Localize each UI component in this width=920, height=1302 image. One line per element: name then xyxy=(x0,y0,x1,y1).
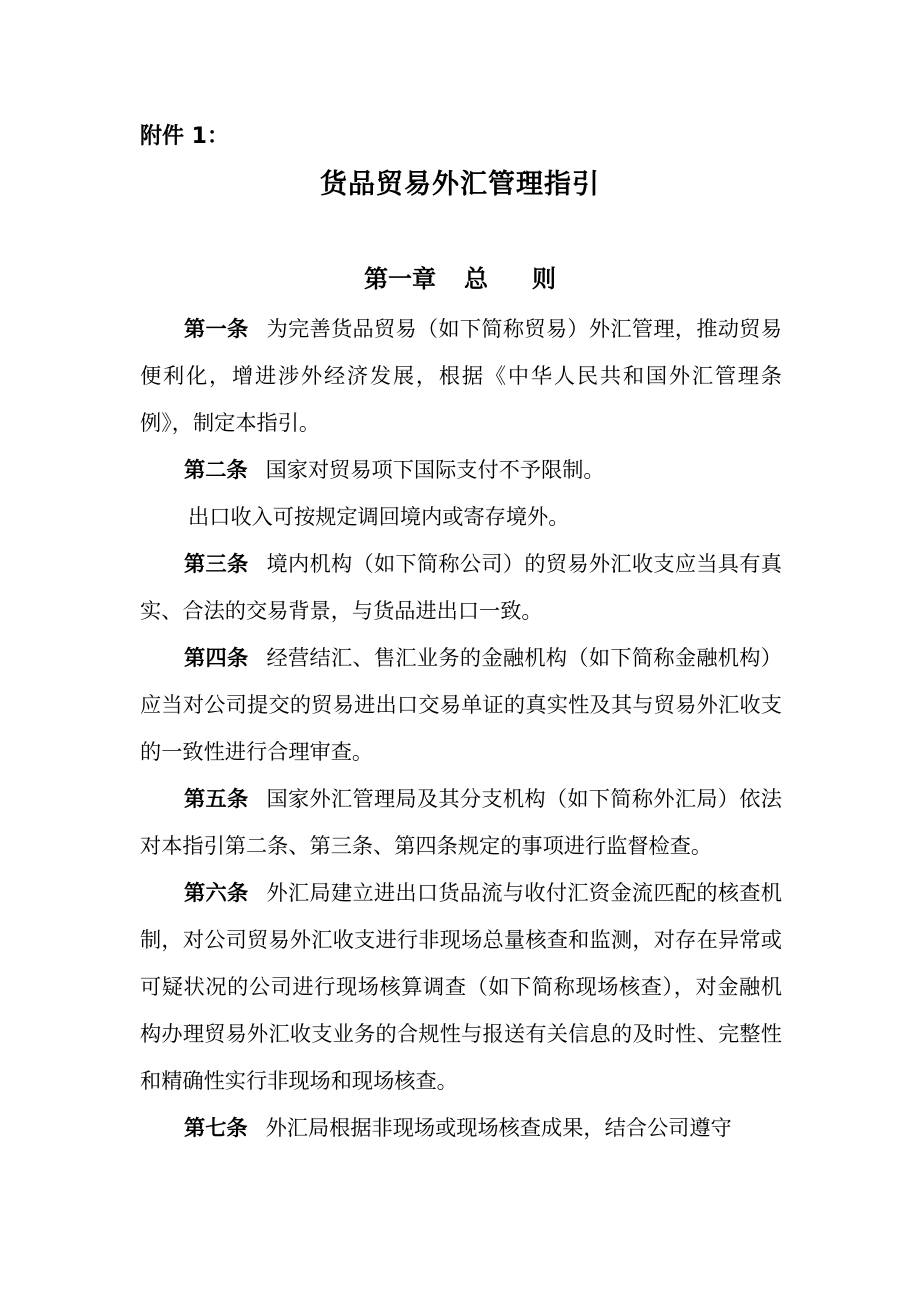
chapter-name-part-2: 则 xyxy=(532,265,556,293)
article-number: 第五条 xyxy=(184,786,249,811)
chapter-number: 第一章 xyxy=(364,265,436,293)
document-body xyxy=(140,305,782,1151)
article-number: 第一条 xyxy=(184,316,249,341)
article-text: 国家对贸易项下国际支付不予限制。 xyxy=(265,457,605,482)
attachment-label: 附件 1： xyxy=(140,124,229,149)
article-number: 第二条 xyxy=(184,457,248,482)
article-5 xyxy=(140,775,782,869)
article-3 xyxy=(140,540,782,634)
article-text: 为完善货品贸易（如下简称贸易）外汇管理，推动贸易便利化，增进涉外经济发展，根据《中华人民共和国外汇管理条例》，制定本指引。 xyxy=(140,316,782,435)
article-text: 外汇局建立进出口货品流与收付汇资金流匹配的核查机制，对公司贸易外汇收支进行非现场总量核查和监测，对存在异常或可疑状况的公司进行现场核算调查（如下简称现场核查），对金融机构办理贸易外汇收支业务的合规性与报送有关信息的及时性、完整性和精确性实行非现场和现场核查。 xyxy=(140,880,782,1093)
article-number: 第七条 xyxy=(184,1115,248,1140)
article-text: 国家外汇管理局及其分支机构（如下简称外汇局）依法对本指引第二条、第三条、第四条规定的事项进行监督检查。 xyxy=(140,786,782,858)
article-text: 外汇局根据非现场或现场核查成果，结合公司遵守 xyxy=(265,1115,732,1140)
article-7 xyxy=(140,1104,782,1151)
document-title: 货品贸易外汇管理指引 xyxy=(320,169,600,200)
article-4 xyxy=(140,634,782,775)
article-2 xyxy=(140,446,782,493)
article-6 xyxy=(140,869,782,1104)
article-1 xyxy=(140,305,782,446)
article-text: 境内机构（如下简称公司）的贸易外汇收支应当具有真实、合法的交易背景，与货品进出口一致。 xyxy=(140,551,782,623)
article-text: 出口收入可按规定调回境内或寄存境外。 xyxy=(188,504,570,529)
chapter-heading xyxy=(0,262,920,296)
article-number: 第四条 xyxy=(184,645,249,670)
article-text: 经营结汇、售汇业务的金融机构（如下简称金融机构）应当对公司提交的贸易进出口交易单证的真实性及其与贸易外汇收支的一致性进行合理审查。 xyxy=(140,645,782,764)
article-number: 第六条 xyxy=(184,880,249,905)
chapter-name-part-1: 总 xyxy=(464,265,488,293)
article-number: 第三条 xyxy=(184,551,249,576)
article-2-continuation xyxy=(140,493,782,540)
